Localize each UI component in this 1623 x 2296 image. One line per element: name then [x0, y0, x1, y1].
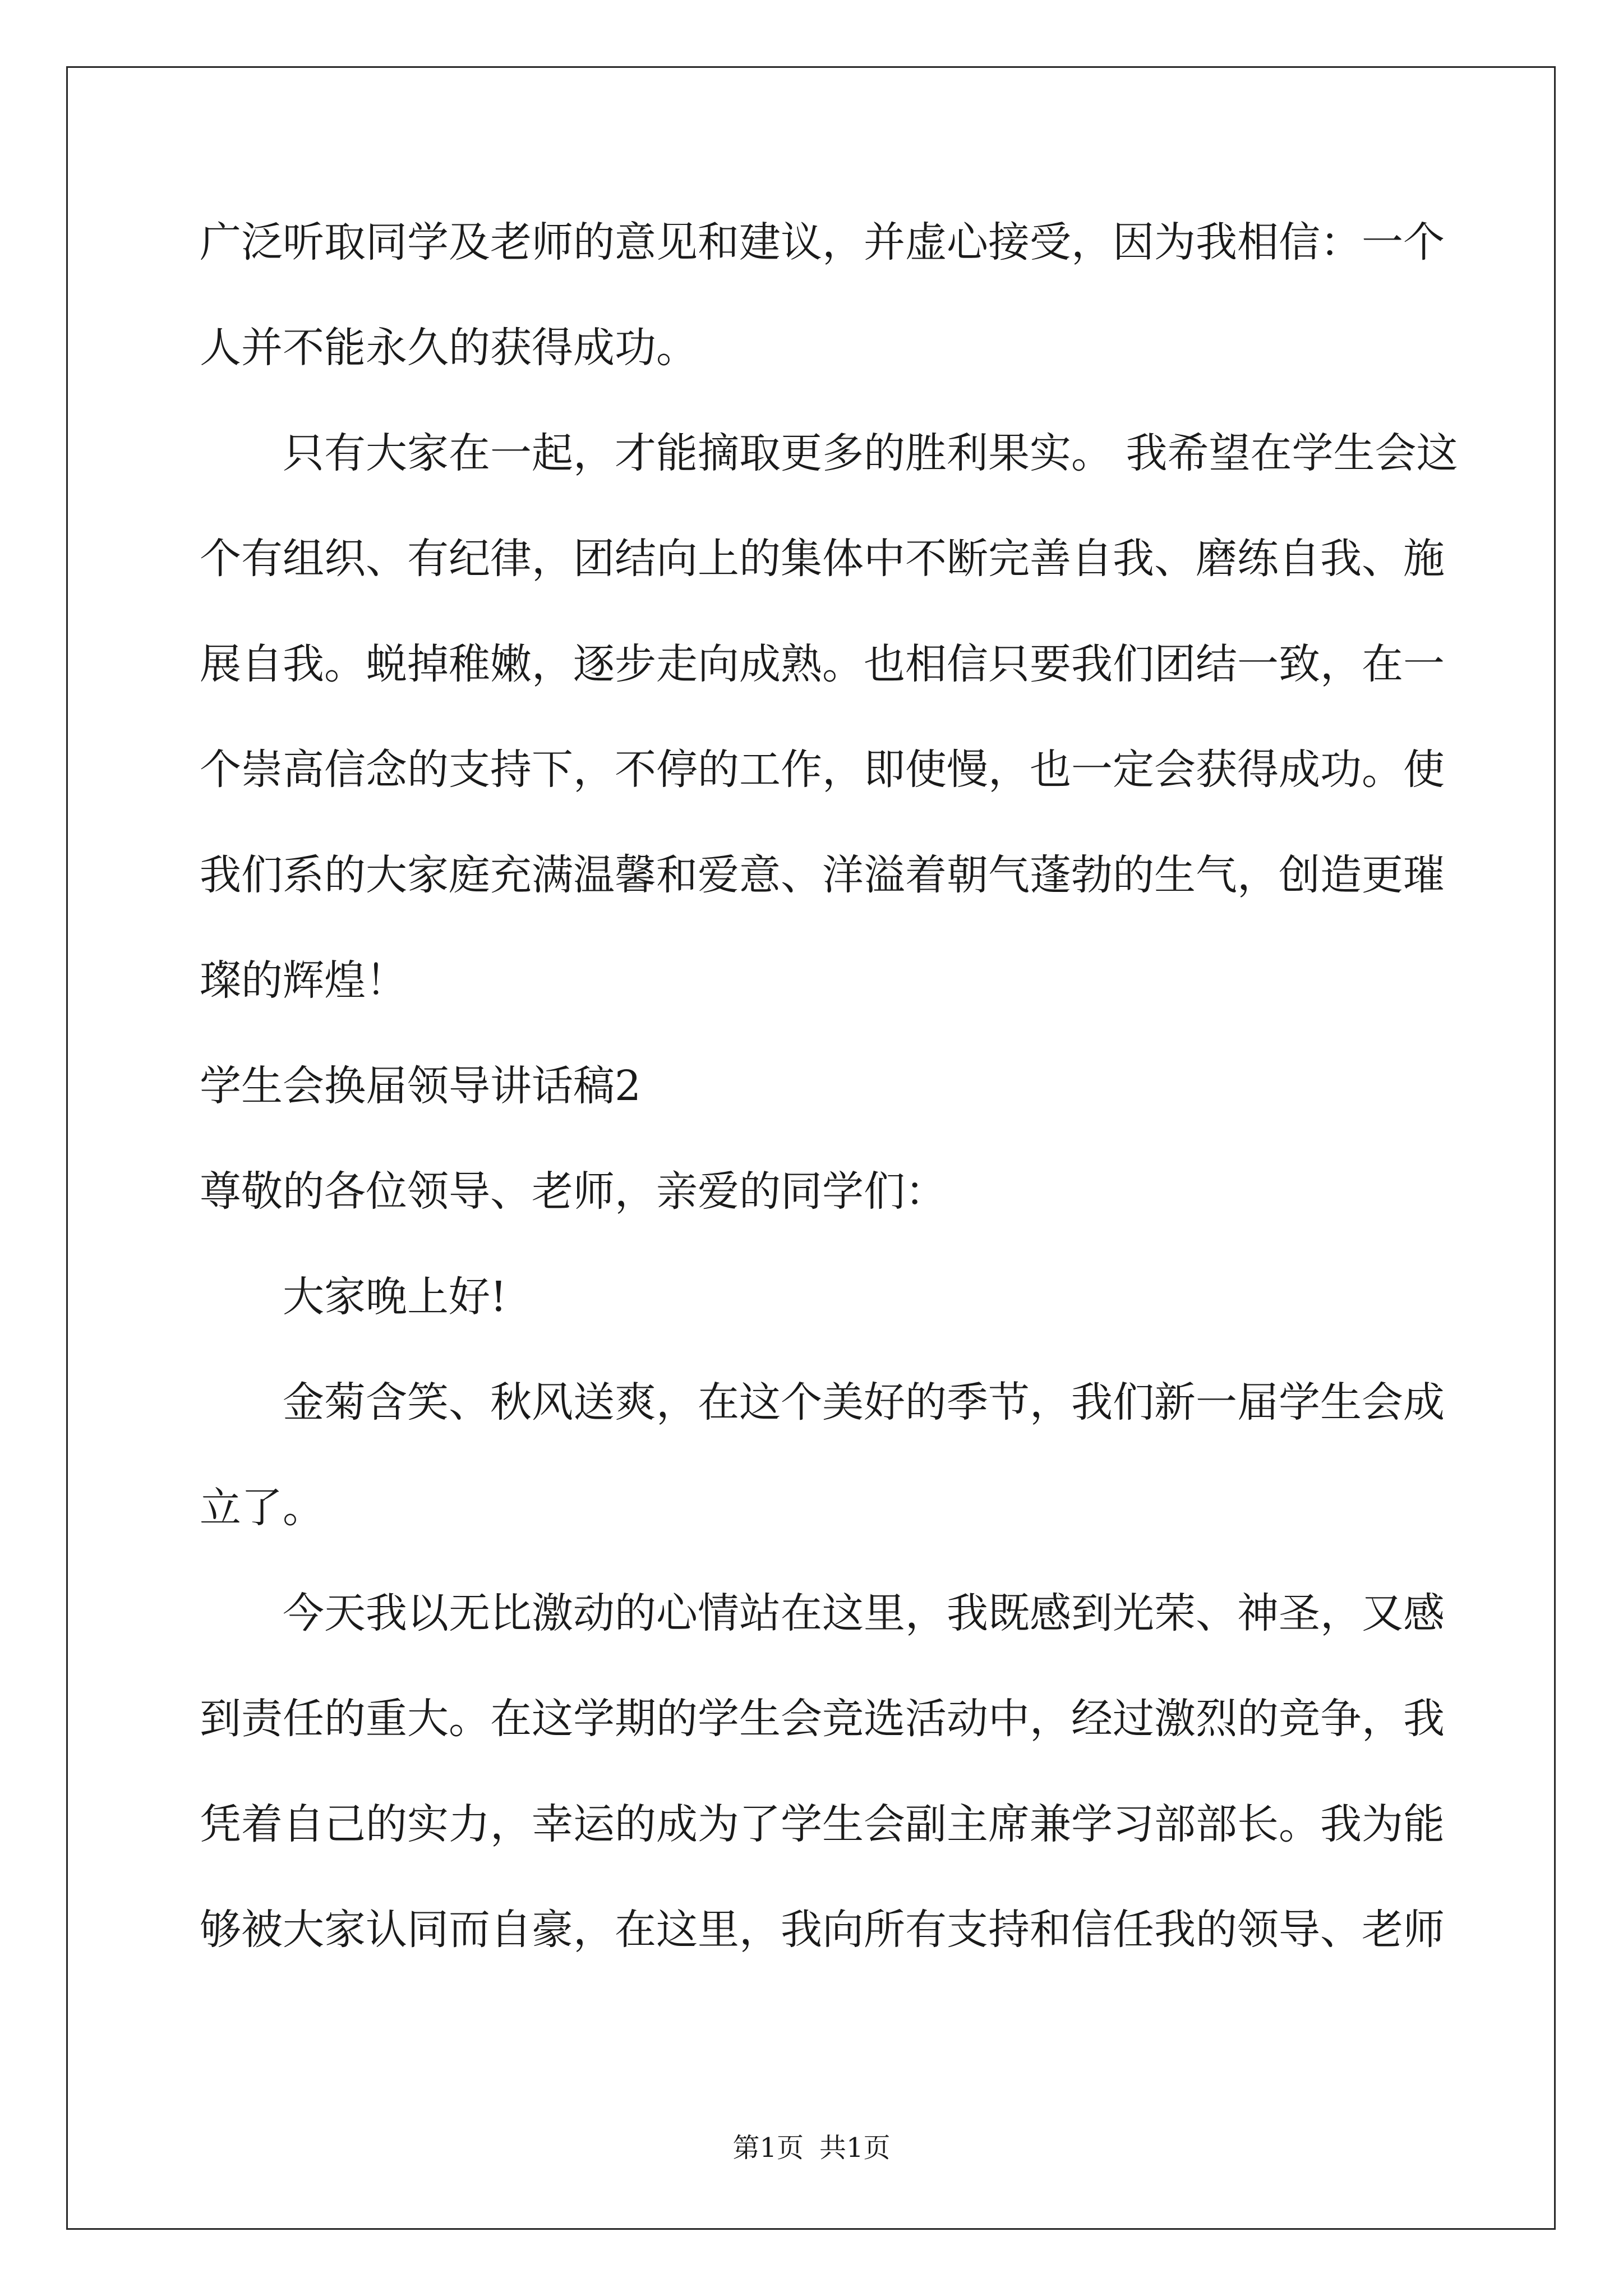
text-line: 金菊含笑、秋风送爽，在这个美好的季节，我们新一届学生会成: [283, 1378, 1445, 1427]
text-line: 够被大家认同而自豪，在这里，我向所有支持和信任我的领导、老师: [200, 1906, 1445, 1954]
section-heading: 学生会换届领导讲话稿2: [200, 1062, 642, 1110]
text-line: 立了。: [200, 1484, 324, 1532]
salutation: 尊敬的各位领导、老师，亲爱的同学们：: [200, 1167, 947, 1216]
greeting: 大家晚上好!: [283, 1273, 507, 1321]
text-line: 广泛听取同学及老师的意见和建议，并虚心接受，因为我相信：一个: [200, 218, 1445, 266]
text-line: 个有组织、有纪律，团结向上的集体中不断完善自我、磨练自我、施: [200, 535, 1445, 583]
page-number: 第1页: [732, 2132, 804, 2164]
text-line: 到责任的重大。在这学期的学生会竞选活动中，经过激烈的竞争，我: [200, 1695, 1445, 1743]
text-line: 凭着自己的实力，幸运的成为了学生会副主席兼学习部部长。我为能: [200, 1800, 1445, 1848]
page-total: 共1页: [819, 2132, 891, 2164]
text-line: 今天我以无比激动的心情站在这里，我既感到光荣、神圣，又感: [283, 1589, 1445, 1637]
text-line: 璨的辉煌！: [200, 956, 407, 1005]
page-footer: [0, 2132, 1623, 2164]
text-line: 展自我。蜕掉稚嫩，逐步走向成熟。也相信只要我们团结一致，在一: [200, 640, 1445, 688]
text-line: 我们系的大家庭充满温馨和爱意、洋溢着朝气蓬勃的生气，创造更璀: [200, 851, 1445, 899]
text-line: 人并不能永久的获得成功。: [200, 324, 698, 372]
text-line: 只有大家在一起，才能摘取更多的胜利果实。 我希望在学生会这: [283, 429, 1458, 477]
text-line: 个崇高信念的支持下，不停的工作，即使慢，也一定会获得成功。使: [200, 746, 1445, 794]
